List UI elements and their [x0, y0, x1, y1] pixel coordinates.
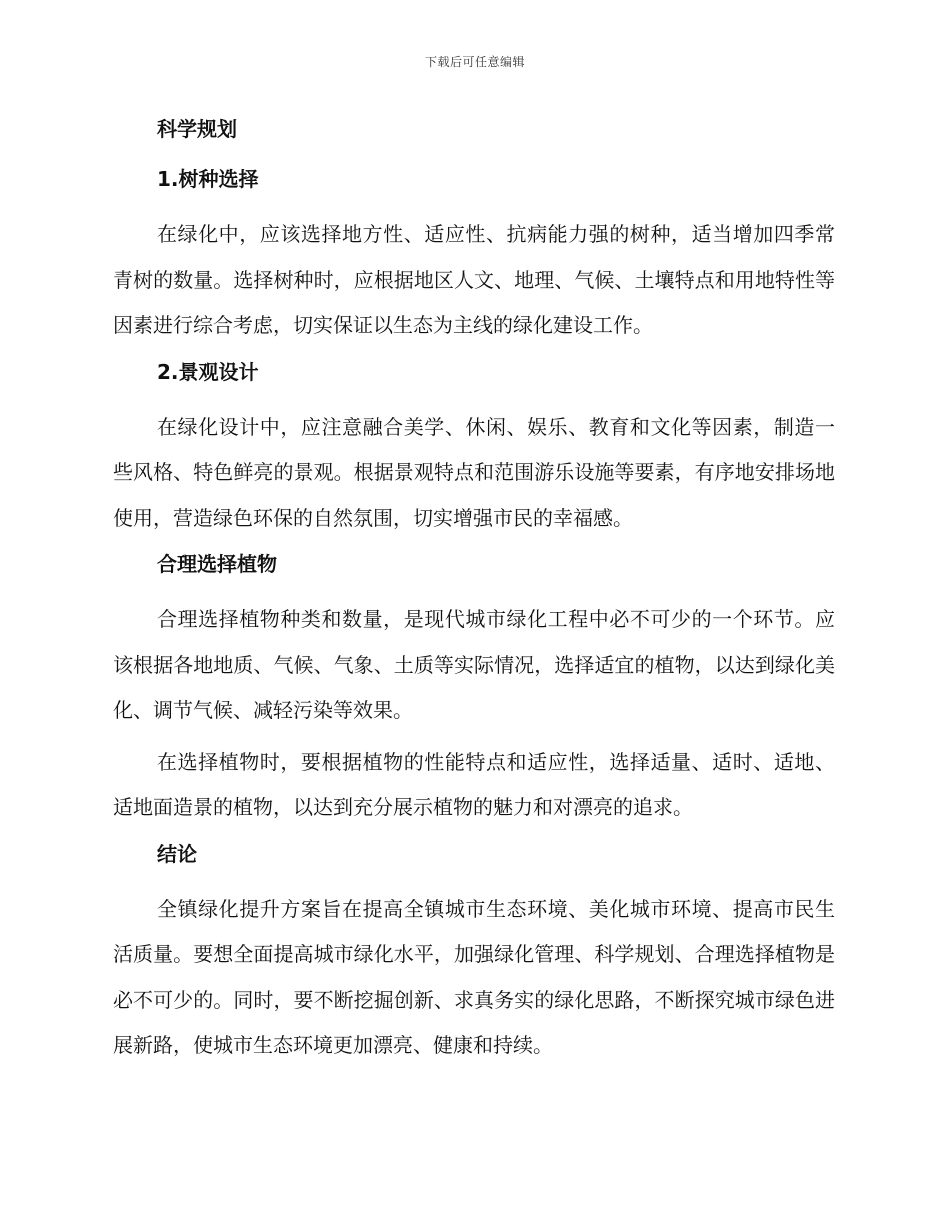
section-heading-plant-selection: 合理选择植物: [157, 552, 277, 576]
section-heading-conclusion: 结论: [157, 841, 197, 866]
paragraph-tree-selection: 在绿化中，应该选择地方性、适应性、抗病能力强的树种，适当增加四季常青树的数量。选择树种时，应根据地区人文、地理、气候、土壤特点和用地特性等因素进行综合考虑，切实保证以生态为主线的绿化建设工作。: [113, 222, 835, 337]
page-header-note: 下载后可任意编辑: [424, 55, 525, 69]
section-heading-tree-selection: 1.树种选择: [157, 167, 259, 191]
paragraph-conclusion: 全镇绿化提升方案旨在提高全镇城市生态环境、美化城市环境、提高市民生活质量。要想全面提高城市绿化水平，加强绿化管理、科学规划、合理选择植物是必不可少的。同时，要不断挖掘创新、求真务实的绿化思路，不断探究城市绿色进展新路，使城市生态环境更加漂亮、健康和持续。: [113, 896, 835, 1057]
section-heading-landscape-design: 2.景观设计: [157, 359, 259, 384]
document-body: [113, 112, 835, 1075]
paragraph-plant-selection-2: 在选择植物时，要根据植物的性能特点和适应性，选择适量、适时、适地、适地面造景的植物，以达到充分展示植物的魅力和对漂亮的追求。: [113, 749, 835, 819]
section-heading-planning: 科学规划: [157, 117, 237, 141]
paragraph-landscape-design: 在绿化设计中，应注意融合美学、休闲、娱乐、教育和文化等因素，制造一些风格、特色鲜亮的景观。根据景观特点和范围游乐设施等要素，有序地安排场地使用，营造绿色环保的自然氛围，切实增强市民的幸福感。: [113, 414, 835, 530]
paragraph-plant-selection-1: 合理选择植物种类和数量，是现代城市绿化工程中必不可少的一个环节。应该根据各地地质、气候、气象、土质等实际情况，选择适宜的植物，以达到绿化美化、调节气候、减轻污染等效果。: [113, 607, 835, 722]
